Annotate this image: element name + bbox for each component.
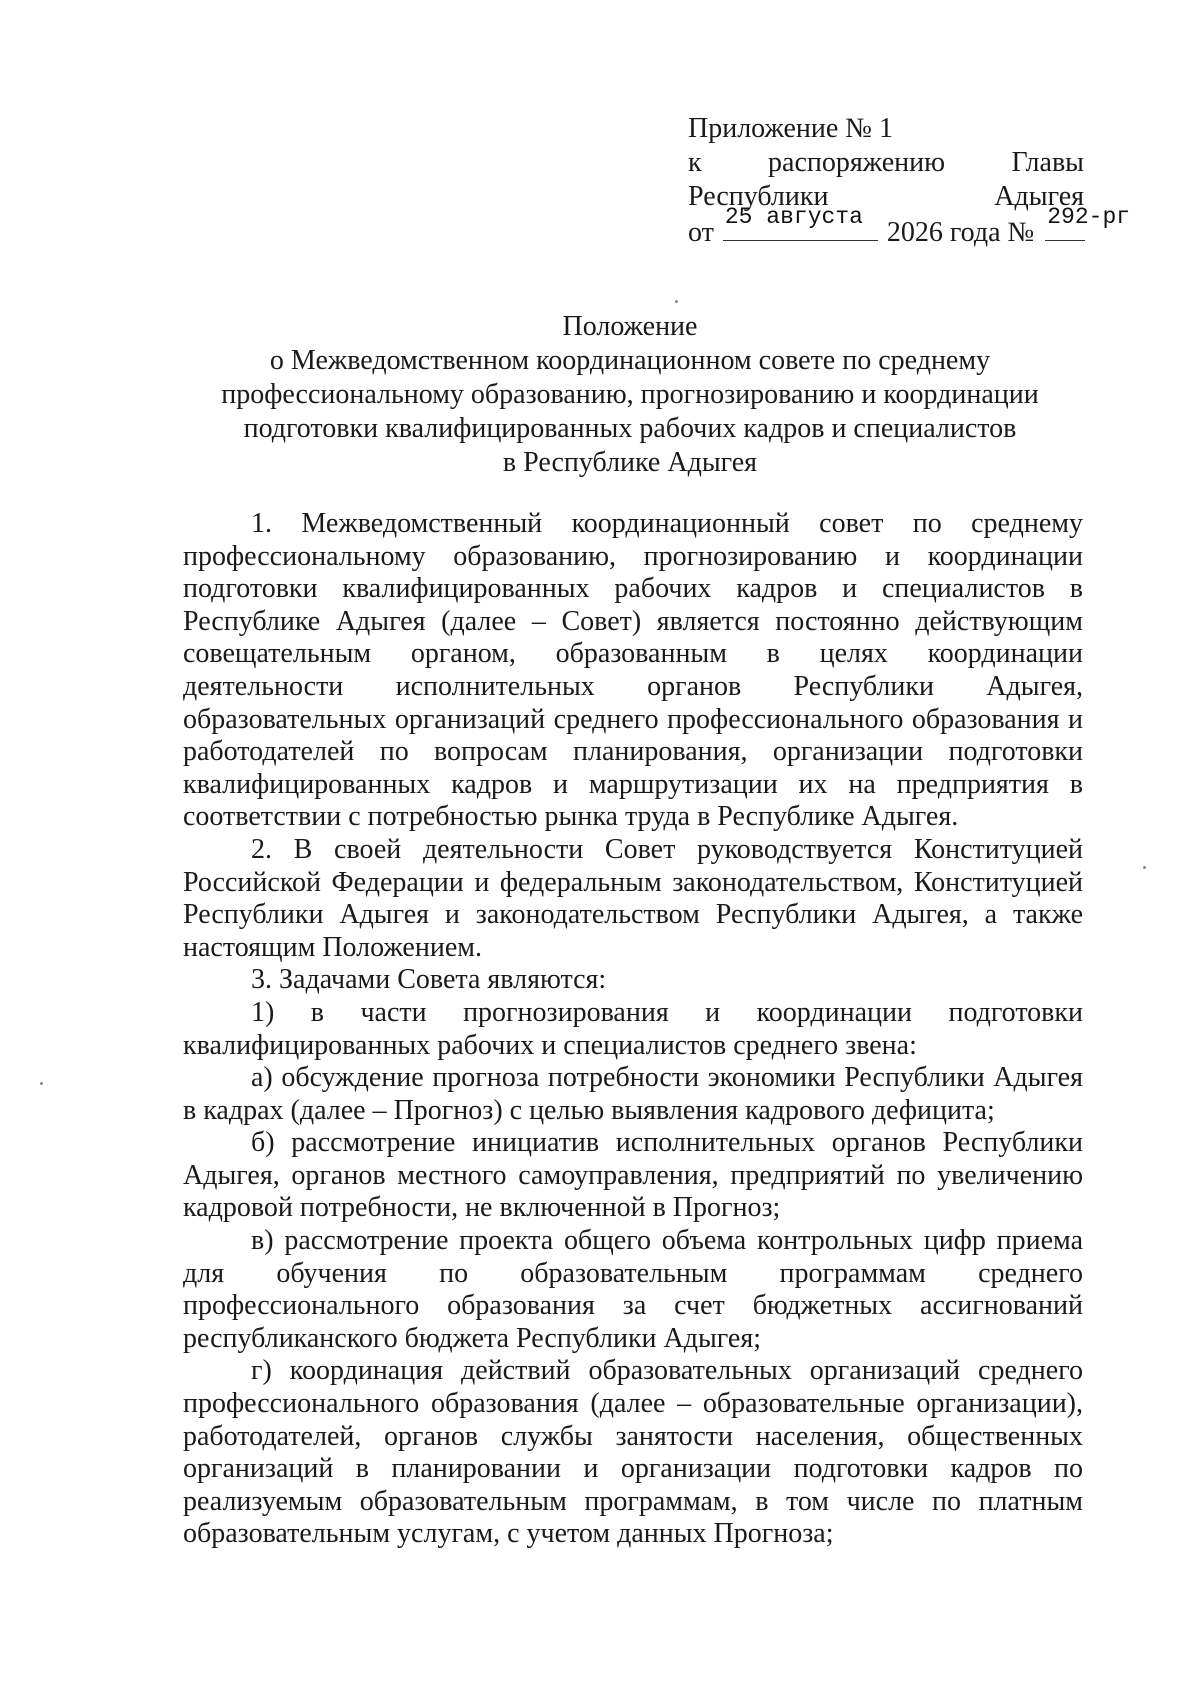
appendix-date-line — [688, 204, 1131, 250]
document-body — [183, 508, 1083, 1551]
paragraph-3-1-a: а) обсуждение прогноза потребности экономики Республики Адыгея в кадрах (далее – Прогноз) с целью выявления кадрового дефицита; — [183, 1062, 1083, 1126]
paragraph-1: 1. Межведомственный координационный совет по среднему профессиональному образованию, прогнозированию и координации подготовки квалифицированных рабочих кадров и специалистов в Республике Адыгея (далее – Совет) является постоянно действующим совещательным органом, образованным в целях координации деятельности исполнительных органов Республики Адыгея, образовательных организаций среднего профессионального образования и работодателей по вопросам планирования, организации подготовки квалифицированных кадров и маршрутизации их на предприятия в соответствии с потребностью рынка труда в Республике Адыгея. — [183, 508, 1083, 833]
appendix-number: Приложение № 1 — [688, 113, 893, 144]
document-title — [180, 310, 1080, 480]
title-heading: Положение — [562, 311, 698, 342]
date-stamp: 25 августа — [724, 204, 863, 230]
paragraph-3: 3. Задачами Совета являются: — [251, 964, 607, 996]
date-prefix: от — [688, 217, 714, 248]
title-line-2: профессиональному образованию, прогнозированию и координации — [221, 379, 1039, 410]
paragraph-2: 2. В своей деятельности Совет руководствуется Конституцией Российской Федерации и федеральным законодательством, Конституцией Республики Адыгея и законодательством Республики Адыгея, а также настоящим Положением. — [183, 833, 1083, 963]
appendix-order-head: Главы — [1011, 147, 1084, 178]
scan-speck — [40, 1082, 43, 1085]
appendix-order-word: распоряжению — [768, 147, 946, 178]
appendix-adygea: Адыгея — [994, 181, 1084, 212]
date-field — [723, 204, 878, 241]
number-stamp: 292-рг — [1047, 204, 1131, 230]
paragraph-3-1-c: в) рассмотрение проекта общего объема контрольных цифр приема для обучения по образовательным программам среднего профессионального образования за счет бюджетных ассигнований республиканского бюджета Республики Адыгея; — [183, 1225, 1083, 1354]
appendix-republic: Республики — [688, 181, 829, 212]
paragraph-3-1-b: б) рассмотрение инициатив исполнительных органов Республики Адыгея, органов местного самоуправления, предприятий по увеличению кадровой потребности, не включенной в Прогноз; — [183, 1127, 1083, 1224]
appendix-order-prefix: к — [688, 147, 702, 178]
scan-speck — [1143, 866, 1146, 869]
date-year: 2026 года № — [886, 217, 1035, 248]
paragraph-3-1-d: г) координация действий образовательных организаций среднего профессионального образования (далее – образовательные организации), работодателей, органов службы занятости населения, общественных организаций в планировании и организации подготовки кадров по реализуемым образовательным программам, в том числе по платным образовательным услугам, с учетом данных Прогноза; — [183, 1355, 1083, 1550]
appendix-header — [688, 112, 1131, 250]
title-line-1: о Межведомственном координационном совете по среднему — [269, 345, 991, 376]
title-line-3: подготовки квалифицированных рабочих кадров и специалистов — [243, 413, 1017, 444]
title-line-4: в Республике Адыгея — [502, 447, 758, 478]
paragraph-3-1: 1) в части прогнозирования и координации подготовки квалифицированных рабочих и специалистов среднего звена: — [183, 996, 1083, 1061]
number-field — [1045, 204, 1131, 241]
scan-speck — [675, 300, 678, 303]
appendix-order-line — [688, 146, 1084, 180]
